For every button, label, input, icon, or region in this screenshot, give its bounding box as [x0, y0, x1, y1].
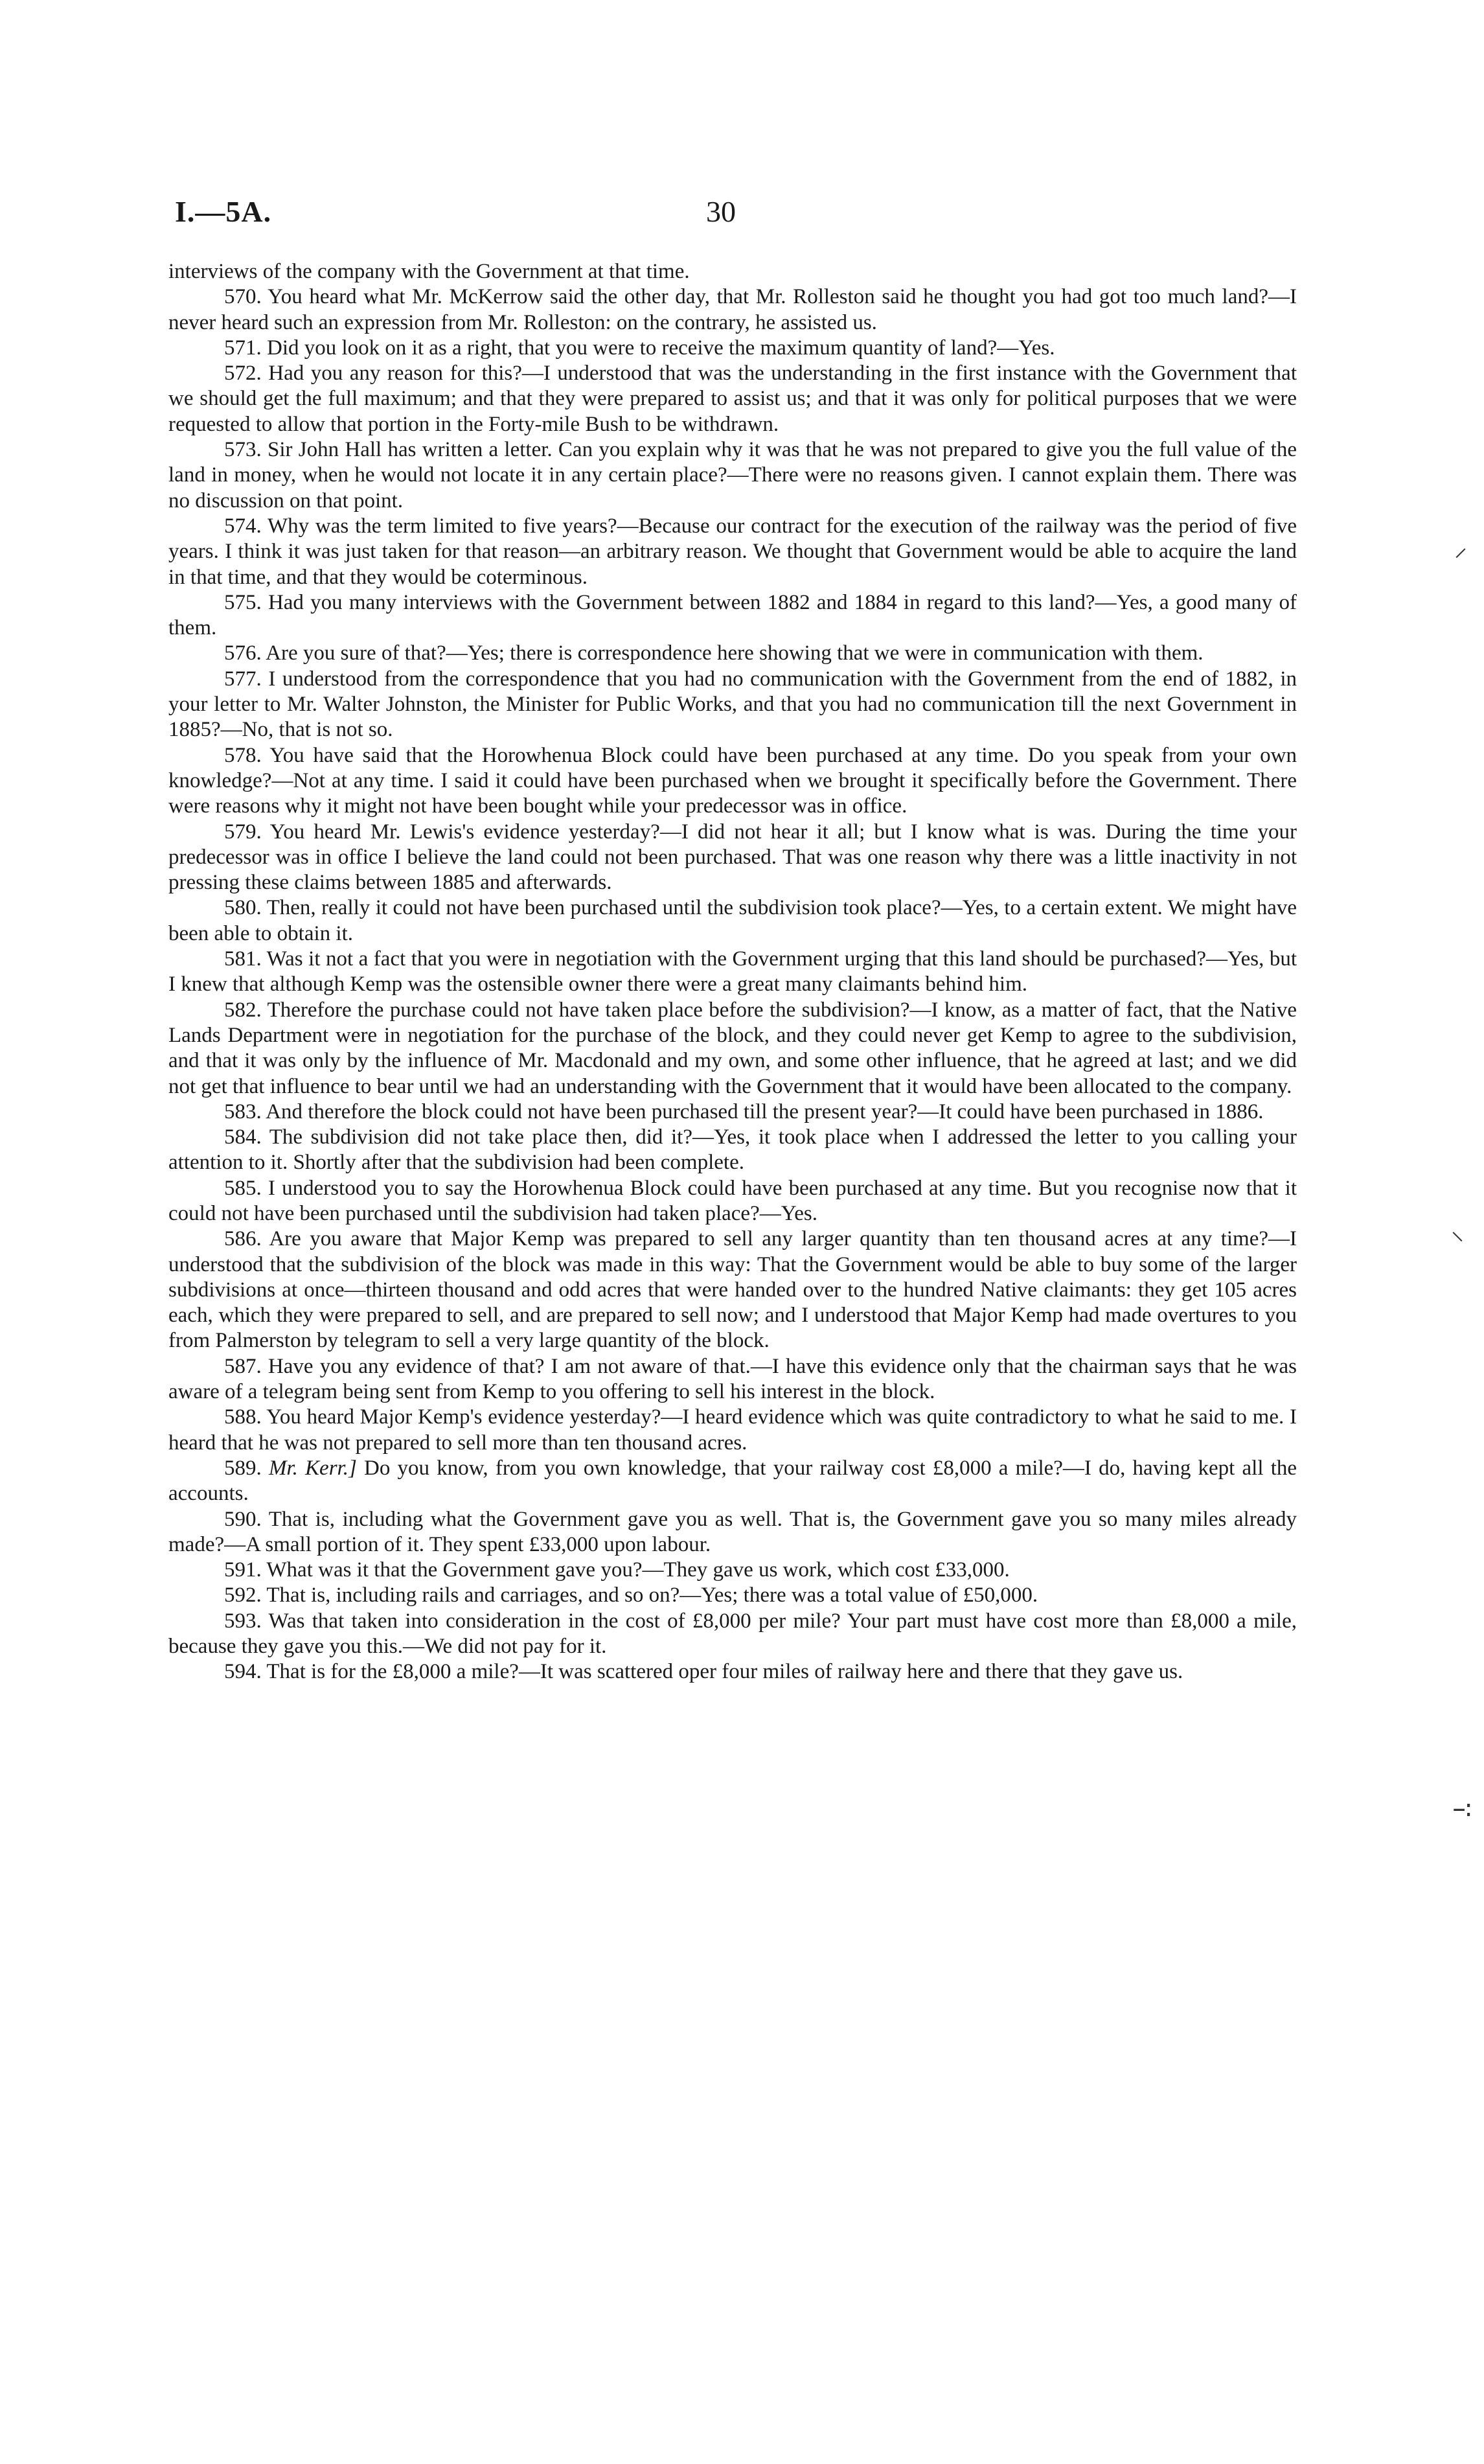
paragraph: 575. Had you many interviews with the Government between 1882 and 1884 in regard to this land?—Yes, a good many of them. — [168, 590, 1297, 640]
paragraph: 593. Was that taken into consideration in the cost of £8,000 per mile? Your part must have cost more than £8,000 a mile, because they gave you this.—We did not pay for it. — [168, 1609, 1297, 1659]
page-header — [175, 194, 1302, 246]
paragraph: 590. That is, including what the Government gave you as well. That is, the Government gave you so many miles already made?—A small portion of it. They spent £33,000 upon labour. — [168, 1507, 1297, 1556]
page-number: 30 — [706, 195, 736, 228]
paragraph: 594. That is for the £8,000 a mile?—It was scattered oper four miles of railway here and there that they gave us. — [224, 1660, 1183, 1684]
paragraph: interviews of the company with the Government at that time. — [168, 260, 690, 283]
paragraph: 572. Had you any reason for this?—I understood that was the understanding in the first instance with the Government that we should get the full maximum; and that they were prepared to assist us; and that it was only for political purposes that we were requested to allow that portion in the Forty-mile Bush to be withdrawn. — [168, 362, 1297, 436]
paragraph: 580. Then, really it could not have been purchased until the subdivision took place?—Yes, to a certain extent. We might have been able to obtain it. — [168, 896, 1297, 945]
paragraph: 583. And therefore the block could not have been purchased till the present year?—It could have been purchased in 1886. — [224, 1100, 1264, 1123]
margin-mark: ⸜ — [1451, 1216, 1464, 1246]
body-text — [168, 259, 1297, 1685]
paragraph: 591. What was it that the Government gave you?—They gave us work, which cost £33,000. — [224, 1558, 1010, 1582]
margin-mark: ∹ — [1451, 1795, 1473, 1825]
paragraph: 592. That is, including rails and carriages, and so on?—Yes; there was a total value of £50,000. — [224, 1583, 1038, 1607]
paragraph: 573. Sir John Hall has written a letter. Can you explain why it was that he was not prepared to give you the full value of the land in money, when he would not locate it in any certain place?—There were no reasons given. I cannot explain them. There was no discussion on that point. — [168, 438, 1297, 512]
paragraph: 574. Why was the term limited to five years?—Because our contract for the execution of the railway was the period of five years. I think it was just taken for that reason—an arbitrary reason. We thought that Government would be able to acquire the land in that time, and that they would be coterminous. — [168, 514, 1297, 589]
paragraph: 586. Are you aware that Major Kemp was prepared to sell any larger quantity than ten thousand acres at any time?—I understood that the subdivision of the block was made in this way: That the Government would be able to buy some of the larger subdivisions at once—thirteen thousand and odd acres that were handed over to the hundred Native claimants: they get 105 acres each, which they were prepared to sell, and are prepared to sell now; and I understood that Major Kemp had made overtures to you from Palmerston by telegram to sell a very large quantity of the block. — [168, 1227, 1297, 1353]
paragraph: 584. The subdivision did not take place then, did it?—Yes, it took place when I addressed the letter to you calling your attention to it. Shortly after that the subdivision had been complete. — [168, 1125, 1297, 1175]
paragraph: 576. Are you sure of that?—Yes; there is correspondence here showing that we were in communication with them. — [224, 641, 1204, 665]
question-number: 589. — [224, 1456, 262, 1480]
paragraph: 579. You heard Mr. Lewis's evidence yesterday?—I did not hear it all; but I know what is was. During the time your predecessor was in office I believe the land could not been purchased. That was one reason why there was a little inactivity in not pressing these claims between 1885 and afterwards. — [168, 820, 1297, 895]
paragraph: 581. Was it not a fact that you were in negotiation with the Government urging that this land should be purchased?—Yes, but I knew that although Kemp was the ostensible owner there were a great many claimants behind him. — [168, 947, 1297, 996]
paragraph: 571. Did you look on it as a right, that you were to receive the maximum quantity of land?—Yes. — [224, 336, 1055, 360]
paragraph: 585. I understood you to say the Horowhenua Block could have been purchased at any time. But you recognise now that it could not have been purchased until the subdivision had taken place?—Yes. — [168, 1176, 1297, 1225]
paragraph: 578. You have said that the Horowhenua Block could have been purchased at any time. Do you speak from your own knowledge?—Not at any time. I said it could have been purchased when we brought it specifically before the Government. There were reasons why it might not have been bought while your predecessor was in office. — [168, 743, 1297, 818]
paragraph-589 — [168, 1456, 1297, 1507]
speaker-name: Mr. Kerr.] — [268, 1456, 357, 1480]
paragraph: 588. You heard Major Kemp's evidence yesterday?—I heard evidence which was quite contradictory to what he said to me. I heard that he was not prepared to sell more than ten thousand acres. — [168, 1405, 1297, 1455]
document-reference: I.—5A. — [175, 195, 272, 228]
paragraph: 570. You heard what Mr. McKerrow said the other day, that Mr. Rolleston said he thought you had got too much land?—I never heard such an expression from Mr. Rolleston: on the contrary, he assisted us. — [168, 285, 1297, 334]
paragraph: 582. Therefore the purchase could not have taken place before the subdivision?—I know, as a matter of fact, that the Native Lands Department were in negotiation for the purchase of the block, and they could never get Kemp to agree to the subdivision, and that it was only by the influence of Mr. Macdonald and my own, and some other influence, that he agreed at last; and we did not get that influence to bear until we had an understanding with the Government that it would have been allocated to the company. — [168, 998, 1297, 1098]
paragraph-text: Do you know, from you own knowledge, that your railway cost £8,000 a mile?—I do, having kept all the accounts. — [168, 1456, 1297, 1506]
paragraph: 587. Have you any evidence of that? I am not aware of that.—I have this evidence only that the chairman says that he was aware of a telegram being sent from Kemp to you offering to sell his interest in the block. — [168, 1354, 1297, 1404]
paragraph: 577. I understood from the correspondence that you had no communication with the Government from the end of 1882, in your letter to Mr. Walter Johnston, the Minister for Public Works, and that you had no communication till the next Government in 1885?—No, that is not so. — [168, 667, 1297, 742]
margin-mark: ⸝ — [1454, 533, 1467, 562]
